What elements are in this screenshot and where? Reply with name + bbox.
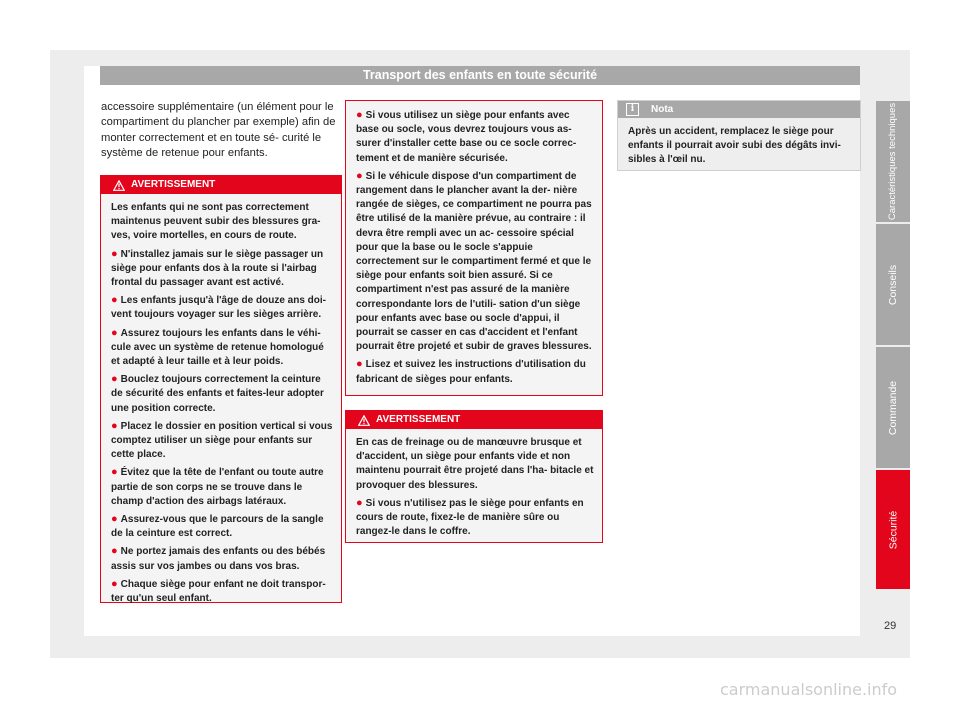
bullet-text: Placez le dossier en position vertical si vous comptez utiliser un siège pour enfants sur cette place.	[111, 420, 333, 461]
bullet-item	[111, 372, 333, 416]
note-box	[617, 100, 861, 171]
bullet-text: Ne portez jamais des enfants ou des bébés assis sur vos jambes ou dans vos bras.	[111, 546, 326, 572]
bullet-text: Les enfants jusqu'à l'âge de douze ans doi- vent toujours voyager sur les sièges arrière.	[111, 295, 327, 321]
warning-bullet-list	[356, 496, 594, 540]
note-title: Nota	[651, 104, 674, 115]
warning-header	[346, 411, 602, 429]
warning-continued-body	[346, 101, 602, 397]
bullet-item	[356, 357, 594, 386]
bullet-item	[111, 247, 333, 291]
warning-box	[100, 175, 342, 603]
bullet-text: Assurez toujours les enfants dans le véhi- cule avec un système de retenue homologué et adapté à leur taille et à leur poids.	[111, 327, 324, 368]
bullet-item	[111, 465, 333, 509]
bullet-dot-icon: ●	[111, 513, 118, 526]
note-header	[618, 101, 860, 118]
bullet-text: Si vous n'utilisez pas le siège pour enfants en cours de route, fixez-le de manière sûre ou rangez-le dans le coffre.	[356, 497, 584, 538]
warning-box	[345, 410, 603, 543]
warning-title: AVERTISSEMENT	[131, 179, 216, 190]
warning-body	[346, 429, 602, 549]
warning-lead: Les enfants qui ne sont pas correctement maintenus peuvent subir des blessures gra- ves, voire mortelles, en cours de route.	[111, 202, 321, 242]
bullet-item	[111, 419, 333, 463]
bullet-dot-icon: ●	[356, 358, 363, 371]
tab-securite[interactable]	[876, 470, 910, 589]
warning-body	[101, 194, 341, 616]
bullet-item	[356, 169, 594, 355]
page-number: 29	[884, 620, 897, 632]
warning-header	[101, 176, 341, 194]
bullet-dot-icon: ●	[111, 294, 118, 307]
warning-continued-box	[345, 100, 603, 396]
bullet-dot-icon: ●	[356, 169, 363, 182]
info-icon: i	[626, 103, 639, 116]
bullet-item	[356, 496, 594, 540]
bullet-dot-icon: ●	[111, 545, 118, 558]
bullet-text: Lisez et suivez les instructions d'utilisation du fabricant de sièges pour enfants.	[356, 359, 586, 385]
bullet-text: Assurez-vous que le parcours de la sangle de la ceinture est correct.	[111, 514, 324, 540]
bullet-item	[111, 577, 333, 606]
tab-label: Conseils	[887, 264, 899, 305]
bullet-dot-icon: ●	[111, 419, 118, 432]
bullet-dot-icon: ●	[111, 577, 118, 590]
warning-triangle-icon	[113, 180, 125, 191]
warning-triangle-icon	[358, 415, 370, 426]
tab-label: Commande	[887, 380, 899, 435]
bullet-text: Bouclez toujours correctement la ceinture de sécurité des enfants et faites-leur adopter une position correcte.	[111, 374, 324, 414]
bullet-text: Évitez que la tête de l'enfant ou toute autre partie de son corps ne se trouve dans le champ d'action des airbags latéraux.	[111, 467, 324, 507]
bullet-dot-icon: ●	[356, 109, 363, 121]
bullet-item	[111, 544, 333, 573]
tab-label: Caractéristiques techniques	[887, 102, 899, 221]
intro-paragraph: accessoire supplémentaire (un élément pour le compartiment du plancher par exemple) afin de monter correctement et en toute sé- curité le système de retenue pour enfants.	[101, 101, 336, 159]
bullet-item	[356, 108, 594, 166]
warning-bullet-list	[111, 247, 333, 607]
bullet-text: N'installez jamais sur le siège passager un siège pour enfants dos à la route si l'airbag frontal du passager avant est activé.	[111, 248, 324, 289]
warning-title: AVERTISSEMENT	[376, 414, 461, 425]
bullet-dot-icon: ●	[356, 496, 363, 509]
bullet-item	[111, 326, 333, 370]
bullet-text: Si vous utilisez un siège pour enfants avec base ou socle, vous devrez toujours vous as- surer d'installer cette base ou ce socle correc- tement et de manière sécurisée.	[356, 110, 577, 164]
bullet-dot-icon: ●	[111, 326, 118, 339]
tab-conseils[interactable]	[876, 224, 910, 345]
page-title: Transport des enfants en toute sécurité	[100, 66, 860, 85]
bullet-text: Si le véhicule dispose d'un compartiment de rangement dans le plancher avant la der- nière rangée de sièges, ce compartiment ne pourra pas être utilisé de la manière prévue, au contraire : il devra être rempli avec un ac- cessoire spécial pour que la base ou le socle s'appuie correctement sur le compartiment fermé et que le siège pour enfants soit bien assuré. Si ce compartiment n'est pas assuré de la manière correspondante lors de l'utili- sation d'un siège pour enfants avec base ou socle d'appui, il pourrait se casser en cas d'accident et l'enfant pourrait être projeté et subir de graves blessures.	[356, 170, 592, 353]
bullet-item	[111, 512, 333, 541]
tab-commande[interactable]	[876, 347, 910, 468]
bullet-dot-icon: ●	[111, 466, 118, 479]
bullet-dot-icon: ●	[111, 373, 118, 386]
warning-lead: En cas de freinage ou de manœuvre brusque et d'accident, un siège pour enfants vide et non maintenu pourrait être projeté dans l'ha- bitacle et provoquer des blessures.	[356, 437, 594, 491]
note-body: Après un accident, remplacez le siège pour enfants il pourrait avoir subi des dégâts invi- sibles à l'œil nu.	[628, 126, 841, 166]
tab-caracteristiques-techniques[interactable]	[876, 101, 910, 222]
tab-label: Sécurité	[887, 510, 899, 549]
bullet-dot-icon: ●	[111, 247, 118, 260]
bullet-item	[111, 293, 333, 322]
warning-bullet-list	[356, 108, 594, 387]
watermark: carmanualsonline.info	[720, 680, 898, 699]
bullet-text: Chaque siège pour enfant ne doit transpor- ter qu'un seul enfant.	[111, 578, 326, 605]
